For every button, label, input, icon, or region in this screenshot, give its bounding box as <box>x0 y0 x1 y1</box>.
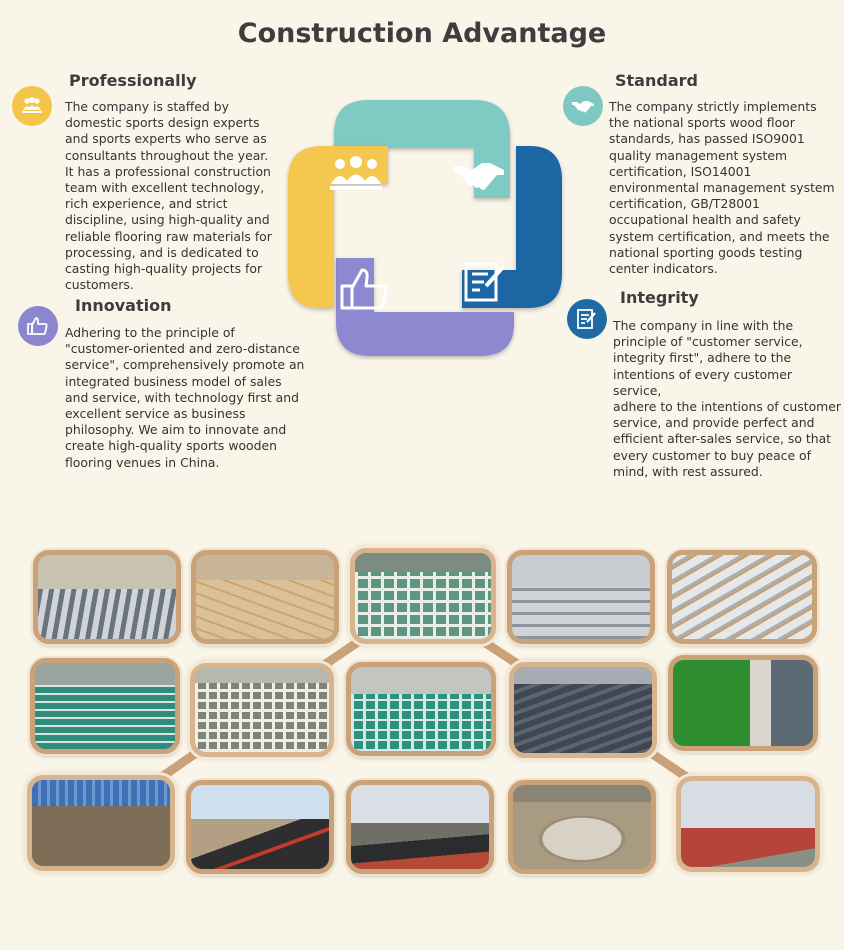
construction-photo <box>508 780 656 874</box>
text-line: and sports experts who serve as <box>65 131 267 147</box>
text-line: center indicators. <box>609 261 718 277</box>
text-line: system certification, and meets the <box>609 228 830 244</box>
text-line: intentions of every customer service, <box>613 366 792 398</box>
text-line: integrity first", adhere to the <box>613 350 792 366</box>
text-line: Adhering to the principle of <box>65 325 235 340</box>
text-line: rich experience, and strict <box>65 196 228 212</box>
text-line: "customer-oriented and zero-distance <box>65 341 300 357</box>
text-line: certification, GB/T28001 <box>609 196 760 212</box>
text-line: excellent service as business <box>65 406 246 422</box>
text-line: environmental management system <box>609 180 835 196</box>
construction-photo <box>33 550 181 644</box>
innovation-title: Innovation <box>75 296 172 315</box>
construction-photo <box>507 550 655 644</box>
construction-photo <box>30 658 180 754</box>
text-line: integrated business model of sales <box>65 373 282 389</box>
construction-photo <box>667 550 817 644</box>
construction-photo <box>186 780 334 874</box>
text-line: domestic sports design experts <box>65 115 260 131</box>
text-line: every customer to buy peace of <box>613 447 811 463</box>
text-line: The company is staffed by <box>65 99 229 114</box>
construction-photo <box>350 548 496 644</box>
innovation-text <box>65 325 305 471</box>
standard-text <box>609 99 839 277</box>
construction-photo <box>676 776 820 872</box>
page-title: Construction Advantage <box>237 18 607 49</box>
construction-photo <box>346 780 494 874</box>
text-line: standards, has passed ISO9001 <box>609 131 805 147</box>
handshake-icon <box>563 86 603 126</box>
integrity-text <box>613 318 841 480</box>
text-line: mind, with rest assured. <box>613 463 763 479</box>
construction-photo <box>346 662 496 756</box>
text-line: team with excellent technology, <box>65 180 265 196</box>
text-line: efficient after-sales service, so that <box>613 431 832 447</box>
construction-photo <box>191 550 339 644</box>
text-line: service, and provide perfect and <box>613 415 815 431</box>
construction-photo <box>668 655 818 751</box>
text-line: create high-quality sports wooden <box>65 438 277 454</box>
text-line: philosophy. We aim to innovate and <box>65 422 287 438</box>
professionally-title: Professionally <box>69 71 197 90</box>
standard-title: Standard <box>615 71 698 90</box>
text-line: casting high-quality projects for <box>65 261 263 277</box>
text-line: and service, with technology first and <box>65 389 299 405</box>
construction-photo <box>509 662 657 758</box>
text-line: service", comprehensively promote an <box>65 357 305 373</box>
text-line: principle of "customer service, <box>613 334 803 350</box>
text-line: processing, and is dedicated to <box>65 244 259 260</box>
center-graphic <box>284 98 566 360</box>
team-icon <box>12 86 52 126</box>
text-line: discipline, using high-quality and <box>65 212 270 228</box>
text-line: adhere to the intentions of customer <box>613 399 841 415</box>
thumbs-up-icon <box>18 306 58 346</box>
text-line: national sporting goods testing <box>609 244 803 260</box>
text-line: certification, ISO14001 <box>609 163 752 179</box>
text-line: quality management system <box>609 147 788 163</box>
text-line: reliable flooring raw materials for <box>65 228 272 244</box>
text-line: It has a professional construction <box>65 163 271 179</box>
text-line: the national sports wood floor <box>609 115 795 131</box>
construction-photo <box>27 775 175 871</box>
text-line: occupational health and safety <box>609 212 801 228</box>
text-line: The company strictly implements <box>609 99 817 114</box>
checklist-icon <box>567 299 607 339</box>
integrity-title: Integrity <box>620 288 699 307</box>
text-line: customers. <box>65 277 134 293</box>
text-line: The company in line with the <box>613 318 794 333</box>
construction-photo <box>190 663 334 757</box>
text-line: flooring venues in China. <box>65 454 220 470</box>
professionally-text <box>65 99 305 293</box>
text-line: consultants throughout the year. <box>65 147 269 163</box>
